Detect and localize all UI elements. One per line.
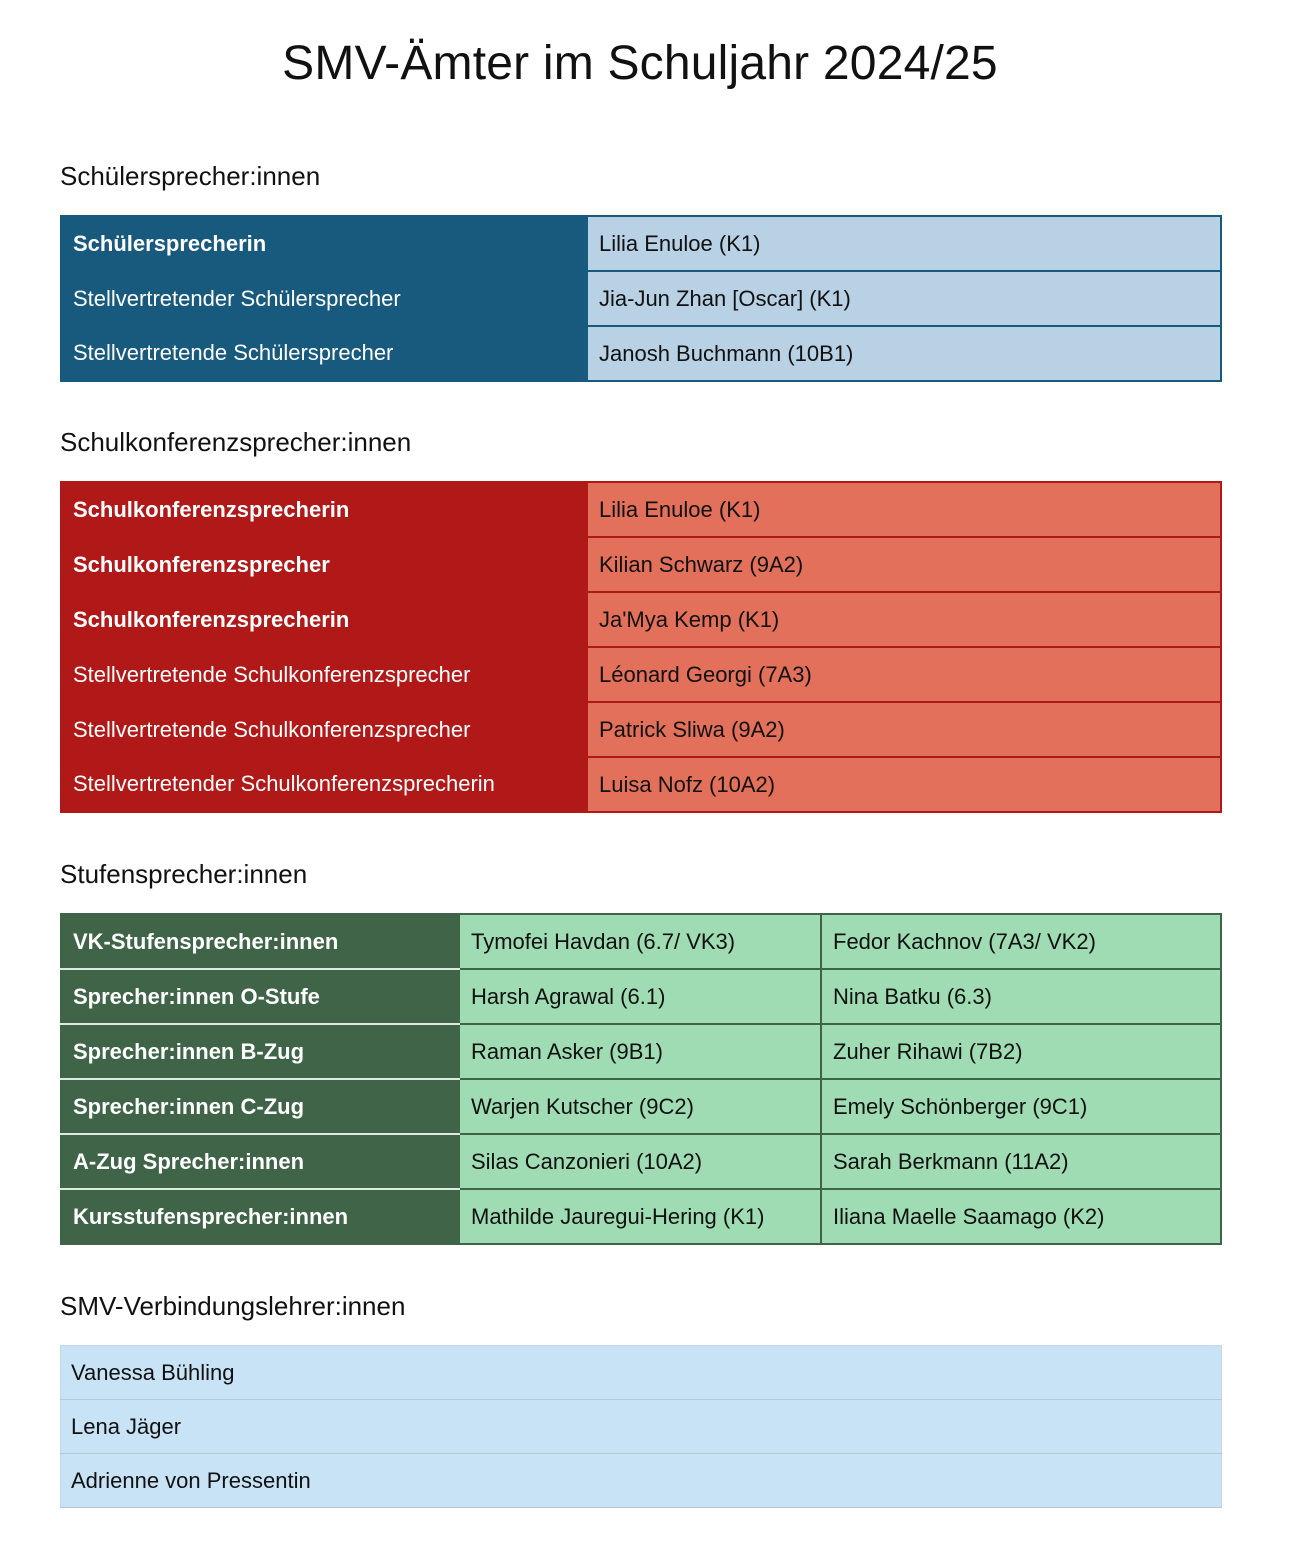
schulkonferenz-table (60, 481, 1222, 813)
role-cell: A-Zug Sprecher:innen (61, 1134, 459, 1189)
table-row (61, 647, 1221, 702)
name-cell: Ja'Mya Kemp (K1) (587, 592, 1221, 647)
table-row (61, 1346, 1222, 1400)
name-cell: Léonard Georgi (7A3) (587, 647, 1221, 702)
section-heading-lehrer: SMV-Verbindungslehrer:innen (60, 1291, 406, 1321)
role-cell: Stellvertretender Schulkonferenzsprecherin (61, 757, 587, 812)
name-cell: Emely Schönberger (9C1) (821, 1079, 1221, 1134)
name-cell: Jia-Jun Zhan [Oscar] (K1) (587, 271, 1221, 326)
table-row (61, 702, 1221, 757)
role-cell: Schulkonferenzsprecher (61, 537, 587, 592)
table-row (61, 1454, 1222, 1508)
name-cell: Kilian Schwarz (9A2) (587, 537, 1221, 592)
table-row (61, 482, 1221, 537)
name-cell: Tymofei Havdan (6.7/ VK3) (459, 914, 821, 969)
table-row (61, 757, 1221, 812)
role-cell: Sprecher:innen B-Zug (61, 1024, 459, 1079)
lehrer-table (60, 1345, 1222, 1508)
section-heading-schulkonferenz: Schulkonferenzsprecher:innen (60, 427, 412, 457)
table-row (61, 1024, 1221, 1079)
name-cell: Vanessa Bühling (61, 1346, 1222, 1400)
name-cell: Adrienne von Pressentin (61, 1454, 1222, 1508)
table-row (61, 216, 1221, 271)
table-row (61, 969, 1221, 1024)
name-cell: Lena Jäger (61, 1400, 1222, 1454)
table-row (61, 1134, 1221, 1189)
role-cell: Stellvertretender Schülersprecher (61, 271, 587, 326)
table-row (61, 1079, 1221, 1134)
schuelersprecher-table (60, 215, 1222, 382)
role-cell: VK-Stufensprecher:innen (61, 914, 459, 969)
name-cell: Zuher Rihawi (7B2) (821, 1024, 1221, 1079)
role-cell: Schülersprecherin (61, 216, 587, 271)
table-row (61, 592, 1221, 647)
role-cell: Sprecher:innen C-Zug (61, 1079, 459, 1134)
section-heading-schuelersprecher: Schülersprecher:innen (60, 161, 321, 191)
name-cell: Luisa Nofz (10A2) (587, 757, 1221, 812)
role-cell: Stellvertretende Schulkonferenzsprecher (61, 702, 587, 757)
table-row (61, 271, 1221, 326)
name-cell: Iliana Maelle Saamago (K2) (821, 1189, 1221, 1244)
table-row (61, 1400, 1222, 1454)
name-cell: Silas Canzonieri (10A2) (459, 1134, 821, 1189)
table-row (61, 914, 1221, 969)
page-title: SMV-Ämter im Schuljahr 2024/25 (282, 37, 998, 90)
name-cell: Warjen Kutscher (9C2) (459, 1079, 821, 1134)
name-cell: Janosh Buchmann (10B1) (587, 326, 1221, 381)
role-cell: Sprecher:innen O-Stufe (61, 969, 459, 1024)
role-cell: Stellvertretende Schulkonferenzsprecher (61, 647, 587, 702)
name-cell: Patrick Sliwa (9A2) (587, 702, 1221, 757)
name-cell: Raman Asker (9B1) (459, 1024, 821, 1079)
role-cell: Kursstufensprecher:innen (61, 1189, 459, 1244)
table-row (61, 537, 1221, 592)
name-cell: Lilia Enuloe (K1) (587, 216, 1221, 271)
stufen-table (60, 913, 1222, 1245)
role-cell: Schulkonferenzsprecherin (61, 482, 587, 537)
name-cell: Harsh Agrawal (6.1) (459, 969, 821, 1024)
role-cell: Stellvertretende Schülersprecher (61, 326, 587, 381)
name-cell: Lilia Enuloe (K1) (587, 482, 1221, 537)
name-cell: Mathilde Jauregui-Hering (K1) (459, 1189, 821, 1244)
table-row (61, 326, 1221, 381)
name-cell: Nina Batku (6.3) (821, 969, 1221, 1024)
role-cell: Schulkonferenzsprecherin (61, 592, 587, 647)
name-cell: Sarah Berkmann (11A2) (821, 1134, 1221, 1189)
table-row (61, 1189, 1221, 1244)
section-heading-stufen: Stufensprecher:innen (60, 859, 308, 889)
name-cell: Fedor Kachnov (7A3/ VK2) (821, 914, 1221, 969)
